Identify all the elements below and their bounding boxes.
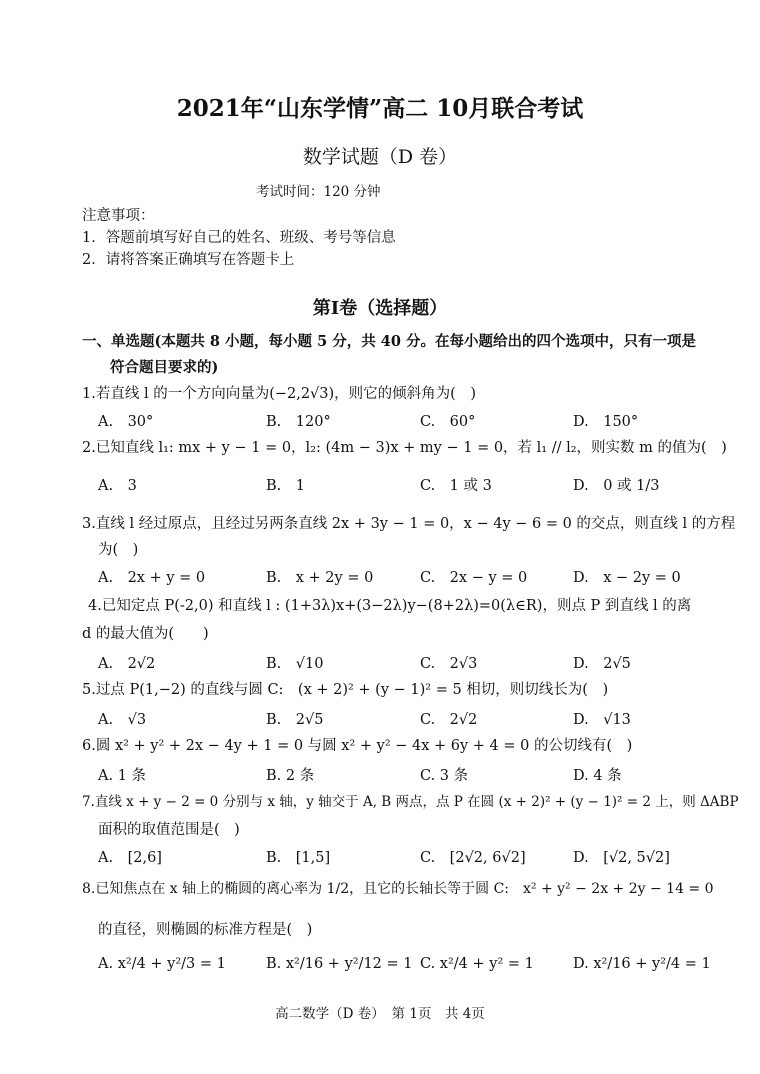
section-title: 第Ⅰ卷（选择题） [312,298,448,319]
question-7-option-a: A. [2,6] [98,850,162,866]
question-8-option-d: D. x²/16 + y²/4 = 1 [573,956,711,972]
question-8-stem-line-2: 的直径，则椭圆的标准方程是( ) [98,922,313,938]
note-item-1: 1．答题前填写好自己的姓名、班级、考号等信息 [82,230,396,246]
question-8-option-a: A. x²/4 + y²/3 = 1 [98,956,226,972]
question-5-option-a: A. √3 [98,712,147,728]
question-3-option-b: B. x + 2y = 0 [266,570,374,586]
question-4-option-c: C. 2√3 [420,656,478,672]
question-8-stem-line-1: 8.已知焦点在 x 轴上的椭圆的离心率为 1/2，且它的长轴长等于圆 C: x² + y² − 2x + 2y − 14 = 0 [82,881,714,897]
question-2-option-a: A. 3 [98,478,137,494]
question-5-option-b: B. 2√5 [266,712,324,728]
question-7-stem-line-1: 7.直线 x + y − 2 = 0 分别与 x 轴，y 轴交于 A, B 两点，点 P 在圆 (x + 2)² + (y − 1)² = 2 上，则 ΔABP [82,794,739,810]
notes-heading: 注意事项： [82,208,155,224]
question-7-option-c: C. [2√2, 6√2] [420,850,526,866]
question-1-option-b: B. 120° [266,414,331,430]
question-7-option-b: B. [1,5] [266,850,331,866]
note-item-2: 2．请将答案正确填写在答题卡上 [82,252,295,268]
question-2-option-d: D. 0 或 1/3 [573,478,660,494]
question-1-stem: 1.若直线 l 的一个方向向量为(−2,2√3)，则它的倾斜角为( ) [82,386,476,402]
question-6-option-a: A. 1 条 [98,768,147,784]
question-3-option-a: A. 2x + y = 0 [98,570,206,586]
question-5-option-d: D. √13 [573,712,631,728]
question-2-option-c: C. 1 或 3 [420,478,492,494]
exam-subtitle: 数学试题（D 卷） [302,146,458,168]
question-6-stem: 6.圆 x² + y² + 2x − 4y + 1 = 0 与圆 x² + y² − 4x + 6y + 4 = 0 的公切线有( ) [82,738,633,754]
question-3-stem-line-1: 3.直线 l 经过原点，且经过另两条直线 2x + 3y − 1 = 0，x − 4y − 6 = 0 的交点，则直线 l 的方程 [82,516,736,532]
exam-title: 2021年“山东学情”高二 10月联合考试 [176,95,584,122]
question-3-stem-line-2: 为( ) [98,542,139,558]
question-5-stem: 5.过点 P(1,−2) 的直线与圆 C: (x + 2)² + (y − 1)² = 5 相切，则切线长为( ) [82,682,609,698]
question-7-option-d: D. [√2, 5√2] [573,850,670,866]
question-4-option-a: A. 2√2 [98,656,156,672]
page-footer: 高二数学（D 卷） 第 1页 共 4页 [275,1006,485,1022]
question-3-option-c: C. 2x − y = 0 [420,570,528,586]
question-7-stem-line-2: 面积的取值范围是( ) [98,822,240,838]
question-8-option-c: C. x²/4 + y² = 1 [420,956,534,972]
question-4-option-b: B. √10 [266,656,324,672]
question-5-option-c: C. 2√2 [420,712,478,728]
question-2-option-b: B. 1 [266,478,305,494]
question-4-stem-line-2: d 的最大值为( ) [82,626,209,642]
question-4-stem-line-1: 4.已知定点 P(-2,0) 和直线 l : (1+3λ)x+(3−2λ)y−(8+2λ)=0(λ∈R)，则点 P 到直线 l 的离 [88,598,692,614]
question-6-option-b: B. 2 条 [266,768,315,784]
question-1-option-c: C. 60° [420,414,476,430]
question-6-option-c: C. 3 条 [420,768,469,784]
question-4-option-d: D. 2√5 [573,656,631,672]
part-heading-line-1: 一、单选题(本题共 8 小题，每小题 5 分，共 40 分。在每小题给出的四个选项中，只有一项是 [82,333,697,350]
question-8-option-b: B. x²/16 + y²/12 = 1 [266,956,413,972]
question-6-option-d: D. 4 条 [573,768,622,784]
question-3-option-d: D. x − 2y = 0 [573,570,681,586]
question-1-option-d: D. 150° [573,414,639,430]
question-1-option-a: A. 30° [98,414,154,430]
question-2-stem: 2.已知直线 l₁: mx + y − 1 = 0，l₂: (4m − 3)x + my − 1 = 0，若 l₁ // l₂，则实数 m 的值为( ) [82,440,727,456]
exam-time: 考试时间：120 分钟 [256,184,381,200]
part-heading-line-2: 符合题目要求的) [110,359,219,376]
